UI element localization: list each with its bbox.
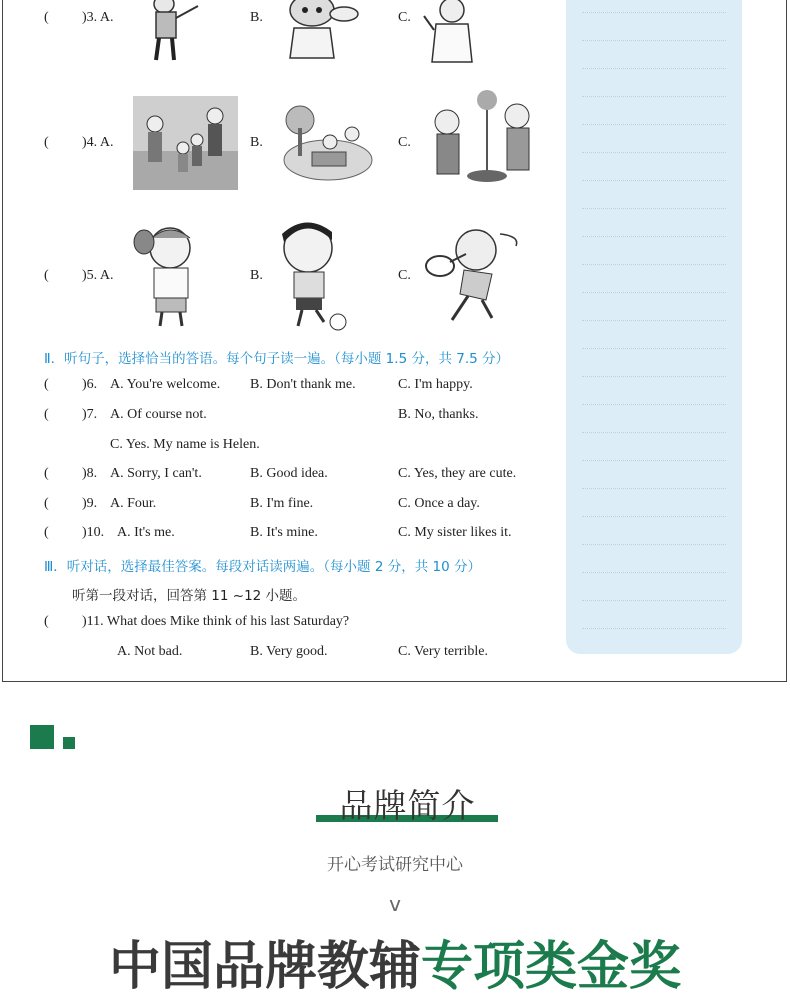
q9-option-c: C. Once a day. bbox=[398, 496, 480, 511]
q8-option-b: B. Good idea. bbox=[250, 466, 328, 481]
q9-number: )9. bbox=[82, 496, 98, 511]
q10-paren: ( bbox=[44, 525, 49, 540]
q10-option-b: B. It's mine. bbox=[250, 525, 318, 540]
notes-line bbox=[582, 68, 726, 69]
notes-line bbox=[582, 152, 726, 153]
section-2-heading: Ⅱ．听句子，选择恰当的答语。每个句子读一遍。（每小题 1.5 分，共 7.5 分） bbox=[44, 351, 509, 367]
award-headline-part2: 专项类金奖 bbox=[421, 937, 682, 997]
q8-option-a: A. Sorry, I can't. bbox=[110, 466, 202, 481]
notes-line bbox=[582, 320, 726, 321]
award-headline bbox=[0, 924, 790, 999]
notes-line bbox=[582, 12, 726, 13]
q7-option-c: C. Yes. My name is Helen. bbox=[110, 437, 260, 452]
q11-paren: ( bbox=[44, 614, 49, 629]
decor-square-large bbox=[30, 725, 54, 749]
q7-option-a: A. Of course not. bbox=[110, 407, 207, 422]
brand-section-title: 品牌简介 bbox=[339, 786, 476, 825]
notes-line bbox=[582, 180, 726, 181]
q6-option-c: C. I'm happy. bbox=[398, 377, 473, 392]
notes-line bbox=[582, 488, 726, 489]
q7-paren: ( bbox=[44, 407, 49, 422]
q10-number: )10. bbox=[82, 525, 105, 540]
picnic-illustration bbox=[282, 98, 374, 184]
q7-option-b: B. No, thanks. bbox=[398, 407, 479, 422]
q6-paren: ( bbox=[44, 377, 49, 392]
q11-option-c: C. Very terrible. bbox=[398, 644, 488, 659]
notes-line bbox=[582, 404, 726, 405]
q7-number: )7. bbox=[82, 407, 98, 422]
notes-line bbox=[582, 208, 726, 209]
question-number: )3. A. bbox=[82, 10, 114, 25]
notes-line bbox=[582, 264, 726, 265]
football-boy-illustration bbox=[276, 218, 352, 334]
question-number: )5. A. bbox=[82, 268, 114, 283]
tree-planting-illustration bbox=[425, 86, 545, 186]
award-headline-part1: 中国品牌教辅 bbox=[108, 937, 421, 997]
notes-line bbox=[582, 348, 726, 349]
notes-line bbox=[582, 544, 726, 545]
answer-paren: ( bbox=[44, 268, 49, 283]
q6-option-a: A. You're welcome. bbox=[110, 377, 221, 392]
family-walking-illustration bbox=[133, 96, 238, 190]
notes-line bbox=[582, 460, 726, 461]
option-c-label: C. bbox=[398, 268, 411, 283]
cook-illustration bbox=[272, 0, 362, 62]
q10-option-c: C. My sister likes it. bbox=[398, 525, 512, 540]
notes-line bbox=[582, 432, 726, 433]
q8-paren: ( bbox=[44, 466, 49, 481]
option-c-label: C. bbox=[398, 10, 411, 25]
notes-line bbox=[582, 40, 726, 41]
q9-option-a: A. Four. bbox=[110, 496, 157, 511]
q11-option-a: A. Not bad. bbox=[117, 644, 183, 659]
section-3-intro: 听第一段对话，回答第 11 ~12 小题。 bbox=[72, 588, 307, 604]
notes-line bbox=[582, 516, 726, 517]
option-b-label: B. bbox=[250, 10, 263, 25]
brand-subtitle: 开心考试研究中心 bbox=[327, 855, 463, 875]
notes-panel bbox=[566, 0, 742, 654]
q9-option-b: B. I'm fine. bbox=[250, 496, 314, 511]
notes-line bbox=[582, 96, 726, 97]
doctor-illustration bbox=[420, 0, 490, 64]
notes-line bbox=[582, 628, 726, 629]
option-b-label: B. bbox=[250, 135, 263, 150]
notes-line bbox=[582, 236, 726, 237]
notes-line bbox=[582, 124, 726, 125]
section-3-heading: Ⅲ．听对话，选择最佳答案。每段对话读两遍。（每小题 2 分，共 10 分） bbox=[44, 559, 481, 575]
q10-option-a: A. It's me. bbox=[117, 525, 175, 540]
question-number: )4. A. bbox=[82, 135, 114, 150]
option-b-label: B. bbox=[250, 268, 263, 283]
notes-line bbox=[582, 572, 726, 573]
tennis-boy-illustration bbox=[420, 222, 524, 326]
q9-paren: ( bbox=[44, 496, 49, 511]
notes-line bbox=[582, 292, 726, 293]
decor-square-small bbox=[63, 737, 75, 749]
notes-line bbox=[582, 376, 726, 377]
q11-stem: )11. What does Mike think of his last Saturday? bbox=[82, 614, 350, 629]
q8-number: )8. bbox=[82, 466, 98, 481]
q6-option-b: B. Don't thank me. bbox=[250, 377, 356, 392]
q8-option-c: C. Yes, they are cute. bbox=[398, 466, 517, 481]
answer-paren: ( bbox=[44, 135, 49, 150]
answer-paren: ( bbox=[44, 10, 49, 25]
table-tennis-boy-illustration bbox=[130, 222, 202, 328]
teacher-illustration bbox=[136, 0, 208, 64]
notes-line bbox=[582, 600, 726, 601]
chevron-down-icon: v bbox=[389, 892, 401, 916]
q6-number: )6. bbox=[82, 377, 98, 392]
option-c-label: C. bbox=[398, 135, 411, 150]
q11-option-b: B. Very good. bbox=[250, 644, 328, 659]
